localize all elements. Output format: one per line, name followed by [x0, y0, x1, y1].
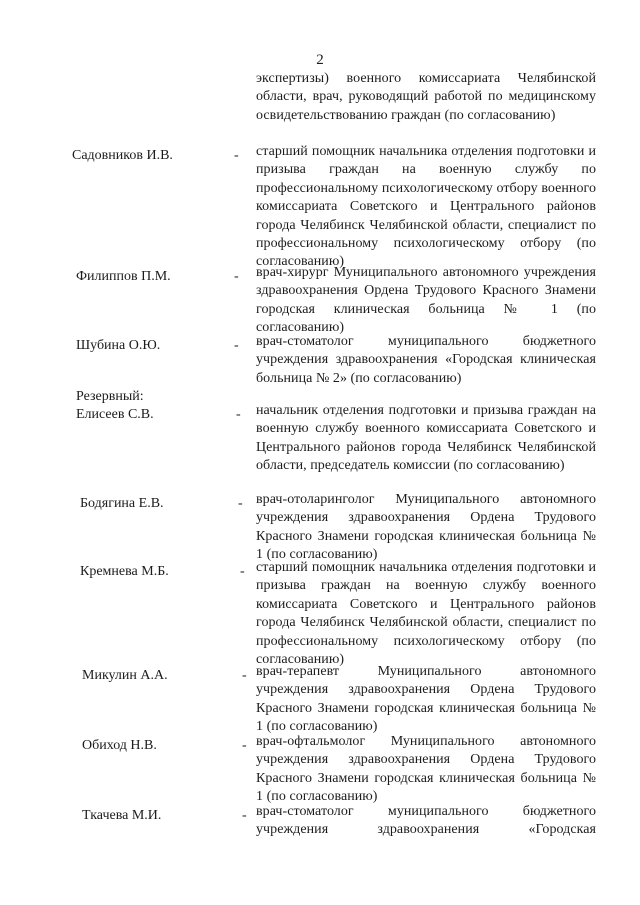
- member-description: врач-офтальмолог Муниципального автономного учреждения здравоохранения Ордена Трудового Красного Знамени городская клиническая больница № 1 (по согласованию): [256, 734, 596, 805]
- member-description: начальник отделения подготовки и призыва граждан на военную службу военного комиссариата Советского и Центрального районов города Челябинск Челябинской области, председатель комиссии (по согласованию): [256, 403, 596, 474]
- member-description: врач-хирург Муниципального автономного учреждения здравоохранения Ордена Трудового Красного Знамени городская клиническая больница № 1 (по согласованию): [256, 265, 596, 336]
- dash: -: [234, 269, 239, 284]
- member-name: Кремнева М.Б.: [80, 564, 169, 579]
- dash: -: [236, 407, 241, 422]
- member-name: Филиппов П.М.: [76, 269, 171, 284]
- member-description: старший помощник начальника отделения подготовки и призыва граждан на военную службу по профессиональному психологическому отбору военного комиссариата Советского и Центрального районов города Челябинск Челябинской области, специалист по профессиональному психологическому отбору (по согласованию): [256, 144, 596, 270]
- member-name: Садовников И.В.: [72, 148, 173, 163]
- dash: -: [234, 338, 239, 353]
- dash: -: [240, 564, 245, 579]
- dash: -: [242, 808, 247, 823]
- continuation-text: экспертизы) военного комиссариата Челябинской области, врач, руководящий работой по медицинскому освидетельствованию граждан (по согласованию): [256, 71, 596, 123]
- member-name: Бодягина Е.В.: [80, 496, 164, 511]
- member-description: старший помощник начальника отделения подготовки и призыва граждан на военную службу военного комиссариата Советского и Центрального районов города Челябинск Челябинской области, специалист по профессиональному психологическому отбору (по согласованию): [256, 560, 596, 668]
- member-name: Микулин А.А.: [82, 668, 168, 683]
- page-number: 2: [316, 52, 324, 68]
- member-name: Шубина О.Ю.: [76, 338, 161, 353]
- member-description: врач-стоматолог муниципального бюджетного учреждения здравоохранения «Городская: [256, 804, 596, 838]
- dash: -: [242, 668, 247, 683]
- member-description: врач-отоларинголог Муниципального автономного учреждения здравоохранения Ордена Трудового Красного Знамени городская клиническая больница № 1 (по согласованию): [256, 492, 596, 563]
- member-description: врач-стоматолог муниципального бюджетного учреждения здравоохранения «Городская клиническая больница № 2» (по согласованию): [256, 334, 596, 386]
- dash: -: [234, 148, 239, 163]
- dash: -: [242, 738, 247, 753]
- member-name: Елисеев С.В.: [76, 407, 154, 422]
- reserve-heading: Резервный:: [76, 389, 144, 404]
- dash: -: [238, 496, 243, 511]
- member-description: врач-терапевт Муниципального автономного учреждения здравоохранения Ордена Трудового Красного Знамени городская клиническая больница № 1 (по согласованию): [256, 664, 596, 735]
- member-name: Обиход Н.В.: [82, 738, 157, 753]
- member-name: Ткачева М.И.: [82, 808, 162, 823]
